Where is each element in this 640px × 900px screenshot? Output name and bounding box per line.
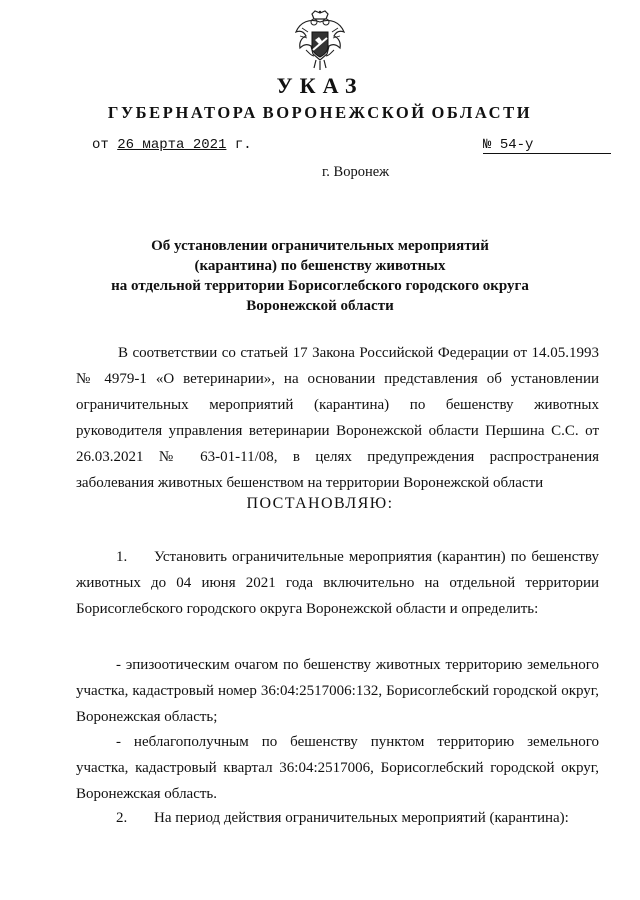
decree-subtitle: ГУБЕРНАТОРА ВОРОНЕЖСКОЙ ОБЛАСТИ (107, 103, 533, 122)
decree-number (483, 137, 611, 154)
item-1-subitem-1: - эпизоотическим очагом по бешенству животных территорию земельного участка, кадастровый номер 36:04:2517006:132, Борисоглебский городской округ, Воронежская область; (76, 657, 599, 725)
date-value: 26 марта 2021 (117, 137, 227, 153)
item-1-paragraph (76, 544, 599, 622)
item-2-paragraph (116, 805, 569, 831)
subject-line: Воронежской области (246, 298, 394, 314)
decree-date (92, 137, 252, 153)
decree-subject (0, 236, 640, 316)
preamble-paragraph: В соответствии со статьей 17 Закона Российской Федерации от 14.05.1993 № 4979-1 «О ветеринарии», на основании представления об установлении ограничительных мероприятий (карантина) по бешенству животных руководителя управления ветеринарии Воронежской области Першина С.С. от 26.03.2021 № 63-01-11/08, в целях предупреждения распространения заболевания животных бешенством на территории Воронежской области (76, 345, 599, 491)
subject-line: Об установлении ограничительных мероприятий (151, 238, 489, 254)
item-1-text: Установить ограничительные мероприятия (карантин) по бешенству животных до 04 июня 2021 года включительно на отдельной территории Борисоглебского городского округа Воронежской области и определить: (76, 549, 599, 617)
number-prefix: № (483, 137, 500, 153)
coat-of-arms-icon (292, 10, 348, 72)
item-1-subitem-2: - неблагополучным по бешенству пунктом территорию земельного участка, кадастровый квартал 36:04:2517006, Борисоглебский городской округ, Воронежская область. (76, 734, 599, 802)
resolve-heading: ПОСТАНОВЛЯЮ: (246, 495, 394, 512)
decree-title: УКАЗ (276, 73, 364, 98)
item-2-text: На период действия ограничительных мероприятий (карантина): (154, 810, 569, 826)
date-suffix: г. (226, 137, 252, 153)
city: г. Воронеж (322, 164, 390, 180)
subject-line: на отдельной территории Борисоглебского городского округа (111, 278, 529, 294)
date-prefix: от (92, 137, 118, 153)
subject-line: (карантина) по бешенству животных (194, 258, 446, 274)
item-1-number: 1. (116, 549, 128, 565)
number-value: 54-у (499, 137, 534, 153)
item-2-number: 2. (116, 810, 128, 826)
